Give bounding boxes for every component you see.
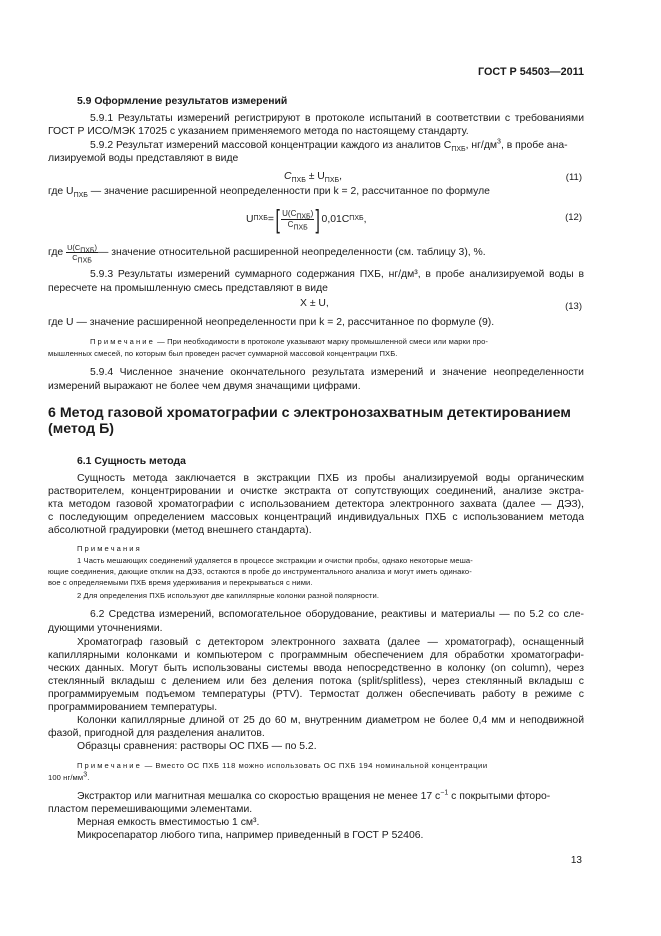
where-u: где U — значение расширенной неопределенности при k = 2, рассчитанное по формуле (9). (48, 317, 495, 328)
p62b-line2: капиллярными колонками и компьютером с программным обеспечением для обработки хроматографи- (48, 650, 584, 661)
p591-line2: ГОСТ Р ИСО/МЭК 17025 с указанием применяемого метода по настоящему стандарту. (48, 126, 469, 137)
note-1-line2: мышленных смесей, по которым был проведен расчет суммарной массовой концентрации ПХБ. (48, 349, 398, 358)
p591-line1: 5.9.1 Результаты измерений регистрируют в протоколе испытаний в соответствии с требованиями (90, 113, 584, 124)
p62b-line4: стеклянный вкладыш с делением или без деления потока (split/splitless), через стеклянный вкладыш с (48, 676, 584, 687)
note-3-line1: Примечание — Вместо ОС ПХБ 118 можно использовать ОС ПХБ 194 номинальной концентрации (77, 761, 488, 770)
document-header: ГОСТ Р 54503—2011 (478, 66, 584, 78)
p592-line1: 5.9.2 Результат измерений массовой концентрации каждого из аналитов $C_{ПХБ}$, $нг/дм^3$, в пробе ана- (90, 138, 568, 154)
section-6-title-line1: 6 Метод газовой хроматографии с электронозахватным детектированием (48, 405, 571, 421)
p593-line2: пересчете на промышленную смесь представляют в виде (48, 283, 328, 294)
notes-2-item1-line2: ющие соединения, дающие отклик на ДЭЗ, остаются в пробе до инструментального анализа и могут иметь одинако- (48, 567, 472, 576)
p62b-line5: программируемым подъемом температуры (PTV). Термостат должен обеспечивать работу в режиме с (48, 689, 584, 700)
p62c-line1: Колонки капиллярные длиной от 25 до 60 м, внутренним диаметром не более 0,4 мм и неподвижной (77, 715, 584, 726)
p61-line1: Сущность метода заключается в экстракции ПХБ из пробы анализируемой воды органическим (77, 473, 584, 484)
p594-line1: 5.9.4 Численное значение окончательного результата измерений и значение неопределенности (90, 367, 584, 378)
p62b-line3: ческих данных. Могут быть использованы системы ввода непосредственно в колонку (on column), через (48, 663, 584, 674)
p62f: Мерная емкость вместимостью 1 см³. (77, 817, 260, 828)
formula-11: $C_{ПХБ} \pm U_{ПХБ}$, (284, 171, 342, 185)
where-relative-uncertainty: где $\frac{U(C_{ПХБ})}{C_{ПХБ}}$ — значение относительной расширенной неопределенности (см. таблицу 3), %. (48, 242, 486, 264)
formula-11-number: (11) (565, 172, 582, 183)
note-3-line2: 100 $нг/мм^3$. (48, 771, 90, 782)
p593-line1: 5.9.3 Результаты измерений суммарного содержания ПХБ, нг/дм³, в пробе анализируемой воды в (90, 269, 584, 280)
p62c-line2: фазой, пригодной для разделения аналитов. (48, 728, 265, 739)
p61-line2: растворителем, концентрировании и очистке экстракта от сопутствующих соединений, анализе экстра- (48, 486, 584, 497)
notes-2-item1-line3: вое с определяемыми ПХБ время удерживания и перекрываться с ними. (48, 578, 313, 587)
formula-12: U ПХБ = [ $\frac{U(C_{ПХБ})}{C_{ПХБ}}$ ] 0,01C ПХБ , (246, 204, 367, 234)
p61-line4: с последующим определением массовых концентраций индивидуальных ПХБ с использованием метода (48, 512, 584, 523)
where-upxb: где $U_{ПХБ}$ — значение расширенной неопределенности при k = 2, рассчитанное по формуле (48, 186, 490, 200)
section-6-title-line2: (метод Б) (48, 421, 115, 437)
notes-2-item1-line1: 1 Часть мешающих соединений удаляется в процессе экстракции и очистки пробы, однако некоторые меша- (77, 556, 473, 565)
notes-2-item2: 2 Для определения ПХБ используют две капиллярные колонки разной полярности. (77, 591, 380, 600)
formula-12-fraction: $\frac{U(C_{ПХБ})}{C_{ПХБ}}$ (282, 208, 314, 232)
section-5-9-title: 5.9 Оформление результатов измерений (77, 96, 288, 107)
p62e-line2: пластом перемешивающими элементами. (48, 804, 253, 815)
p62-line1: 6.2 Средства измерений, вспомогательное оборудование, реактивы и материалы — по 5.2 со сле- (90, 609, 584, 620)
p592-line2: лизируемой воды представляют в виде (48, 153, 239, 164)
p62d: Образцы сравнения: растворы ОС ПХБ — по 5.2. (77, 741, 317, 752)
note-1-line1: Примечание — При необходимости в протоколе указывают марку промышленной смеси или марки про- (90, 337, 489, 346)
page-number: 13 (570, 855, 582, 866)
section-6-1-title: 6.1 Сущность метода (77, 456, 186, 467)
notes-2-label: Примечания (77, 544, 142, 553)
p61-line3: кта методом газовой хроматографии с использованием детектора электронного захвата (далее — ДЭЗ), (48, 499, 584, 510)
p62-line2: дующими уточнениями. (48, 623, 163, 634)
p62b-line1: Хроматограф газовый с детектором электронного захвата (далее — хроматограф), оснащенный (77, 637, 584, 648)
p62e-line1: Экстрактор или магнитная мешалка со скоростью вращения не менее 17 $с^{-1}$ с покрытыми фторо- (77, 789, 551, 802)
p62g: Микросепаратор любого типа, например приведенный в ГОСТ Р 52406. (77, 830, 424, 841)
p594-line2: измерений выражают не более чем двумя значащими цифрами. (48, 381, 361, 392)
p62b-line6: программированием температуры. (48, 702, 218, 713)
formula-13: X ± U, (300, 298, 329, 309)
formula-12-number: (12) (565, 212, 582, 223)
formula-13-number: (13) (565, 301, 582, 312)
p61-line5: абсолютной градуировки (метод внешнего стандарта). (48, 525, 312, 536)
